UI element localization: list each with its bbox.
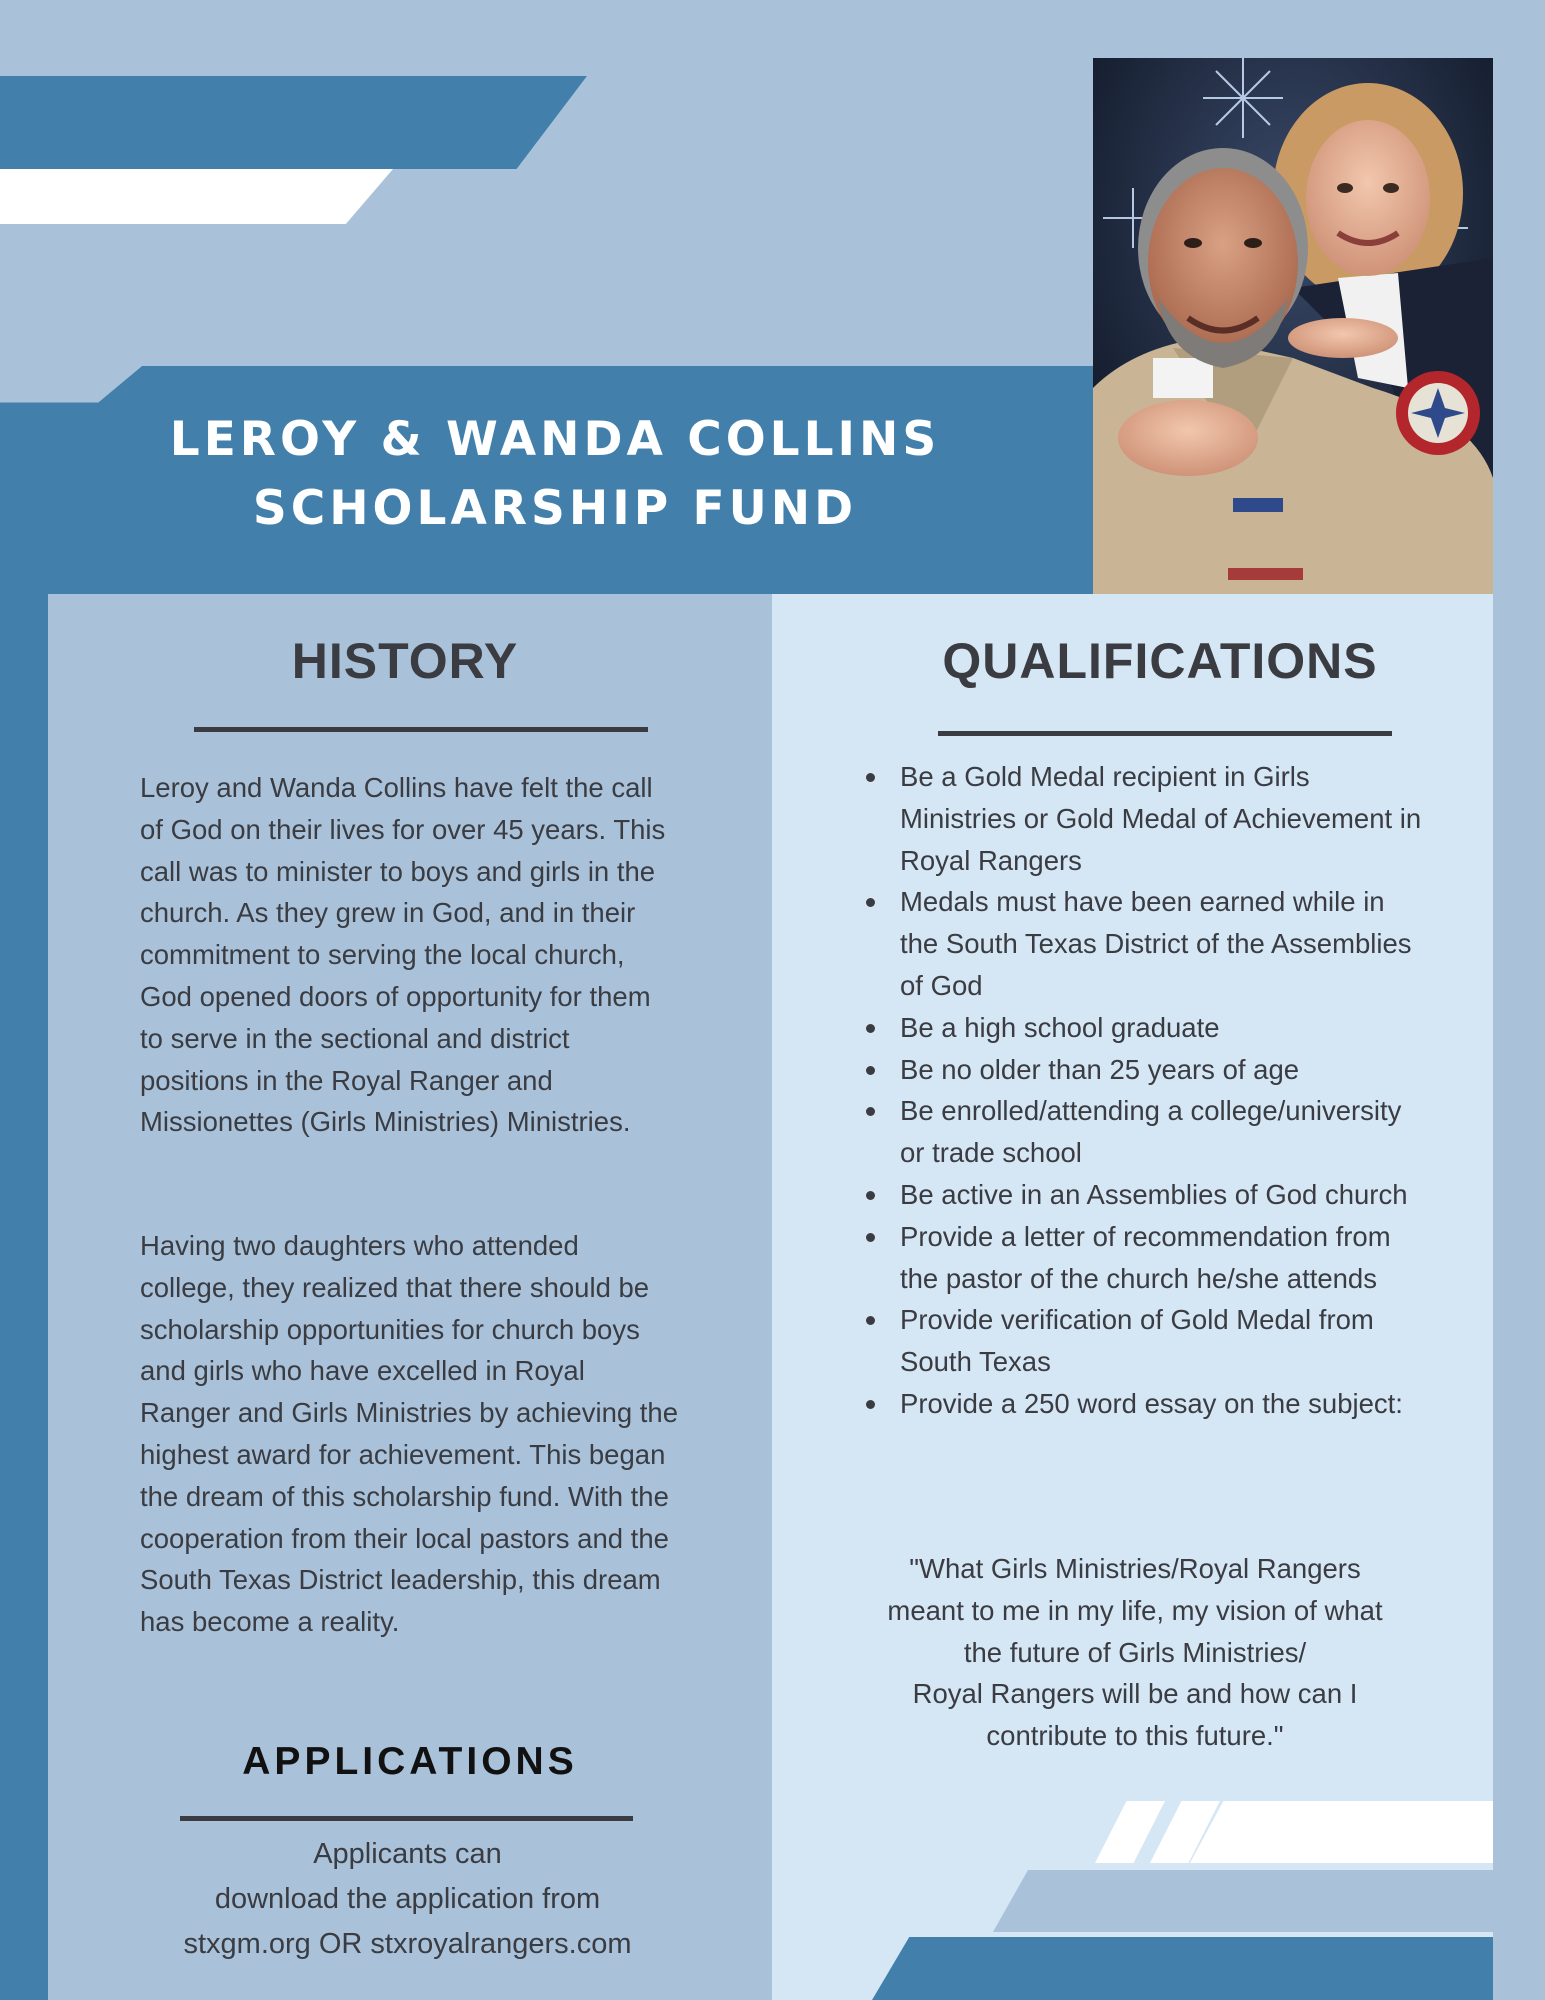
list-item: Be a Gold Medal recipient in Girls Ministries or Gold Medal of Achievement in Royal Rangers	[865, 756, 1425, 881]
couple-portrait-photo	[1093, 58, 1493, 594]
applications-line-1: Applicants can	[313, 1838, 502, 1870]
page-title	[80, 405, 1030, 543]
title-line-2: SCHOLARSHIP FUND	[252, 481, 858, 536]
history-heading: HISTORY	[291, 633, 519, 689]
decorative-left-strip	[0, 594, 48, 2000]
decorative-stripe-white	[1190, 1801, 1493, 1863]
history-paragraph-2: Having two daughters who attended college, they realized that there should be scholarship opportunities for church boys and girls who have excelled in Royal Ranger and Girls Ministries by achieving the highest award for achievement. This began the dream of this scholarship fund. With the cooperation from their local pastors and the South Texas District leadership, this dream has become a reality.	[140, 1230, 679, 1638]
list-item: Provide a 250 word essay on the subject:	[865, 1383, 1425, 1425]
decorative-stripe-light	[993, 1870, 1493, 1932]
applications-heading: APPLICATIONS	[242, 1740, 578, 1783]
history-divider	[194, 727, 648, 732]
decorative-stripe-dark	[872, 1937, 1493, 2000]
quote-line: Royal Rangers will be and how can I	[912, 1678, 1358, 1710]
list-item: Provide a letter of recommendation from the pastor of the church he/she attends	[865, 1216, 1425, 1300]
essay-topic-quote	[855, 1548, 1415, 1757]
decorative-stripe-white	[0, 169, 393, 224]
applications-divider	[180, 1816, 633, 1821]
quote-line: meant to me in my life, my vision of what	[887, 1594, 1383, 1626]
quote-line: "What Girls Ministries/Royal Rangers	[909, 1553, 1361, 1584]
list-item: Be no older than 25 years of age	[865, 1049, 1425, 1091]
list-item: Be active in an Assemblies of God church	[865, 1174, 1425, 1216]
list-item: Be a high school graduate	[865, 1007, 1425, 1049]
title-line-1: LEROY & WANDA COLLINS	[169, 412, 941, 467]
list-item: Provide verification of Gold Medal from South Texas	[865, 1299, 1425, 1383]
history-paragraph-1: Leroy and Wanda Collins have felt the call of God on their lives for over 45 years. This call was to minister to boys and girls in the church. As they grew in God, and in their commitment to serving the local church, God opened doors of opportunity for them to serve in the sectional and district positions in the Royal Ranger and Missionettes (Girls Ministries) Ministries.	[140, 772, 666, 1138]
quote-line: the future of Girls Ministries/	[963, 1636, 1307, 1668]
list-item: Be enrolled/attending a college/university or trade school	[865, 1090, 1425, 1174]
list-item: Medals must have been earned while in the South Texas District of the Assemblies of God	[865, 881, 1425, 1006]
quote-line: contribute to this future."	[986, 1720, 1284, 1752]
decorative-stripe-blue	[0, 76, 587, 169]
applications-line-3: stxgm.org OR stxroyalrangers.com	[183, 1928, 632, 1960]
qualifications-divider	[938, 731, 1392, 736]
qualifications-list	[865, 756, 1425, 1425]
applications-text	[120, 1832, 695, 1967]
applications-line-2: download the application from	[214, 1883, 601, 1915]
qualifications-heading: QUALIFICATIONS	[942, 633, 1378, 689]
